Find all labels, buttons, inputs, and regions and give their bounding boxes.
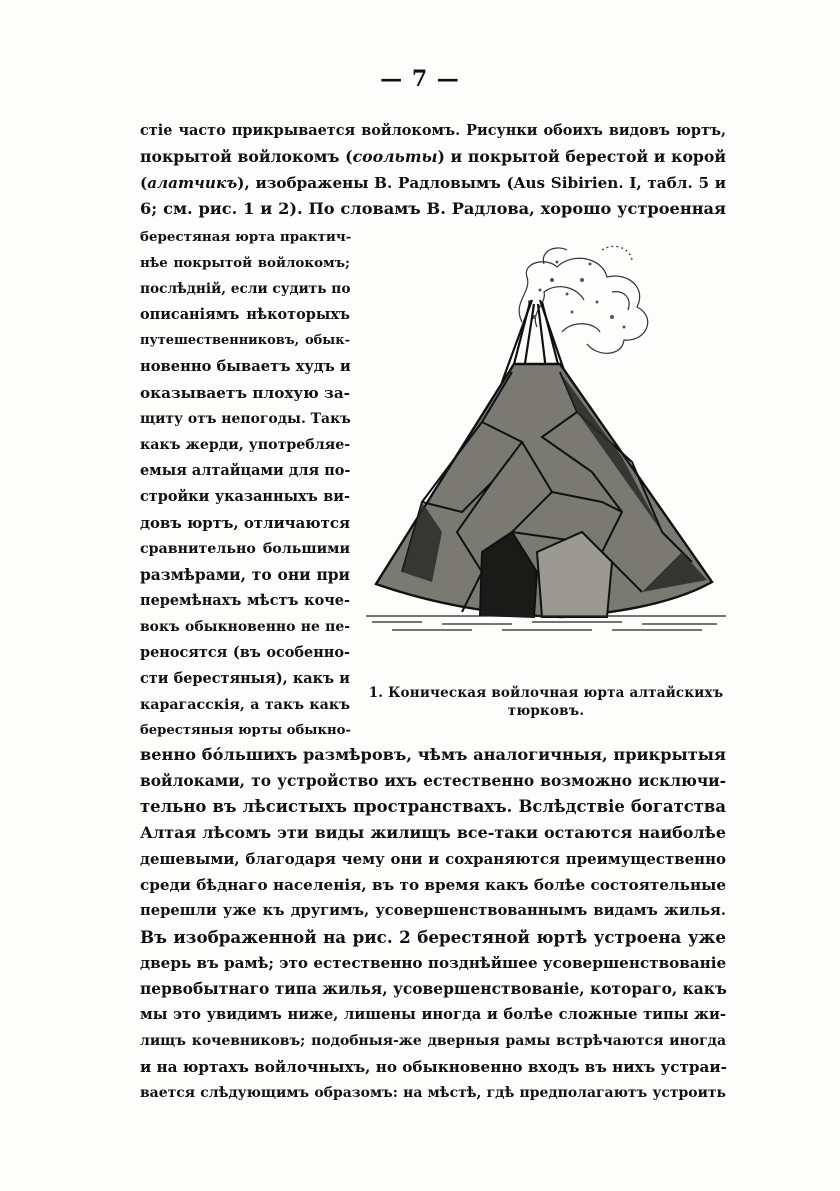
side-text-line: берестяныя юрты обыкно- [140,723,351,738]
side-text-line: реносятся (въ особенно- [140,644,350,661]
side-text-line: путешественниковъ, обык- [140,333,350,348]
text-line: первобытнаго типа жилья, усовершенствованіе, котораго, какъ [140,979,727,998]
side-text-line: карагасскія, а такъ какъ [140,697,350,713]
side-text-line: послѣдній, если судить по [140,281,351,297]
side-text-line: перемѣнахъ мѣстъ коче- [140,592,350,609]
page-number: — 7 — [380,66,460,92]
text-line: стіе часто прикрывается войлокомъ. Рисунки обоихъ видовъ юртъ, [140,122,726,139]
side-text-line: оказываетъ плохую за- [140,384,350,402]
text-span: покрытой войлокомъ ( [140,147,353,166]
text-line: 6; см. рис. 1 и 2). По словамъ В. Радлова, хорошо устроенная [140,199,726,218]
text-line [140,170,726,196]
figure-caption [360,684,732,720]
side-text-line: сти берестяныя), какъ и [140,670,350,687]
text-line: вается слѣдующимъ образомъ: на мѣстѣ, гдѣ предполагаютъ устроить [140,1085,726,1101]
side-text-line: берестяная юрта практич- [140,229,352,245]
side-text-line: щиту отъ непогоды. Такъ [140,411,351,427]
text-line: перешли уже къ другимъ, усовершенствованнымъ видамъ жилья. [140,902,726,919]
side-text-line: размѣрами, то они при [140,565,350,584]
side-text-line: сравнительно большими [140,541,350,557]
text-line: дверь въ рамѣ; это естественно позднѣйшее усовершенствованіе [140,954,727,972]
text-line: Въ изображенной на рис. 2 берестяной юртѣ устроена уже [140,927,726,947]
smoke-texture [528,261,626,329]
side-text-line: описаніямъ нѣкоторыхъ [140,306,350,323]
text-line: и на юртахъ войлочныхъ, но обыкновенно входъ въ нихъ устраи- [140,1058,727,1076]
side-text-line: довъ юртъ, отличаются [140,514,350,532]
italic-term: соольты [352,147,438,166]
text-span: ) и покрытой берестой и корой [437,147,726,166]
text-line: войлоками, то устройство ихъ естественно возможно исключи- [140,771,726,790]
text-span: ( [140,174,148,192]
side-text-line: стройки указанныхъ ви- [140,488,350,505]
text-line: венно бо́льшихъ размѣровъ, чѣмъ аналогичныя, прикрытыя [140,745,726,764]
text-line: дешевыми, благодаря чему они и сохраняются преимущественно [140,850,726,868]
caption-line-2: тюрковъ. [507,703,585,719]
yurt-illustration [362,232,730,672]
text-line: среди бѣднаго населенія, въ то время какъ болѣе состоятельные [140,876,726,894]
side-text-line: какъ жерди, употребляе- [140,437,351,453]
conical-yurt-drawing [362,232,730,672]
text-line [140,144,726,170]
smoke-plume [519,246,648,353]
side-text-line: вокъ обыкновенно не пе- [140,619,350,635]
italic-term: алатчикъ [147,174,238,192]
text-line: лищъ кочевниковъ; подобныя-же дверныя рамы встрѣчаются иногда [140,1033,726,1049]
text-line: мы это увидимъ ниже, лишены иногда и болѣе сложные типы жи- [140,1006,726,1023]
caption-line-1: 1. Коническая войлочная юрта алтайскихъ [368,685,724,701]
side-text-line: емыя алтайцами для по- [140,462,351,479]
text-line: тельно въ лѣсистыхъ пространствахъ. Вслѣдствіе богатства [140,797,726,816]
text-line: Алтая лѣсомъ эти виды жилищъ все-таки остаются наиболѣе [140,823,726,842]
side-text-line: нѣе покрытой войлокомъ; [140,255,350,271]
text-span: ), изображены В. Радловымъ (Aus Sibirien. I, табл. 5 и [237,174,726,192]
ground-hatching [366,616,726,630]
side-text-line: новенно бываетъ худъ и [140,358,351,375]
